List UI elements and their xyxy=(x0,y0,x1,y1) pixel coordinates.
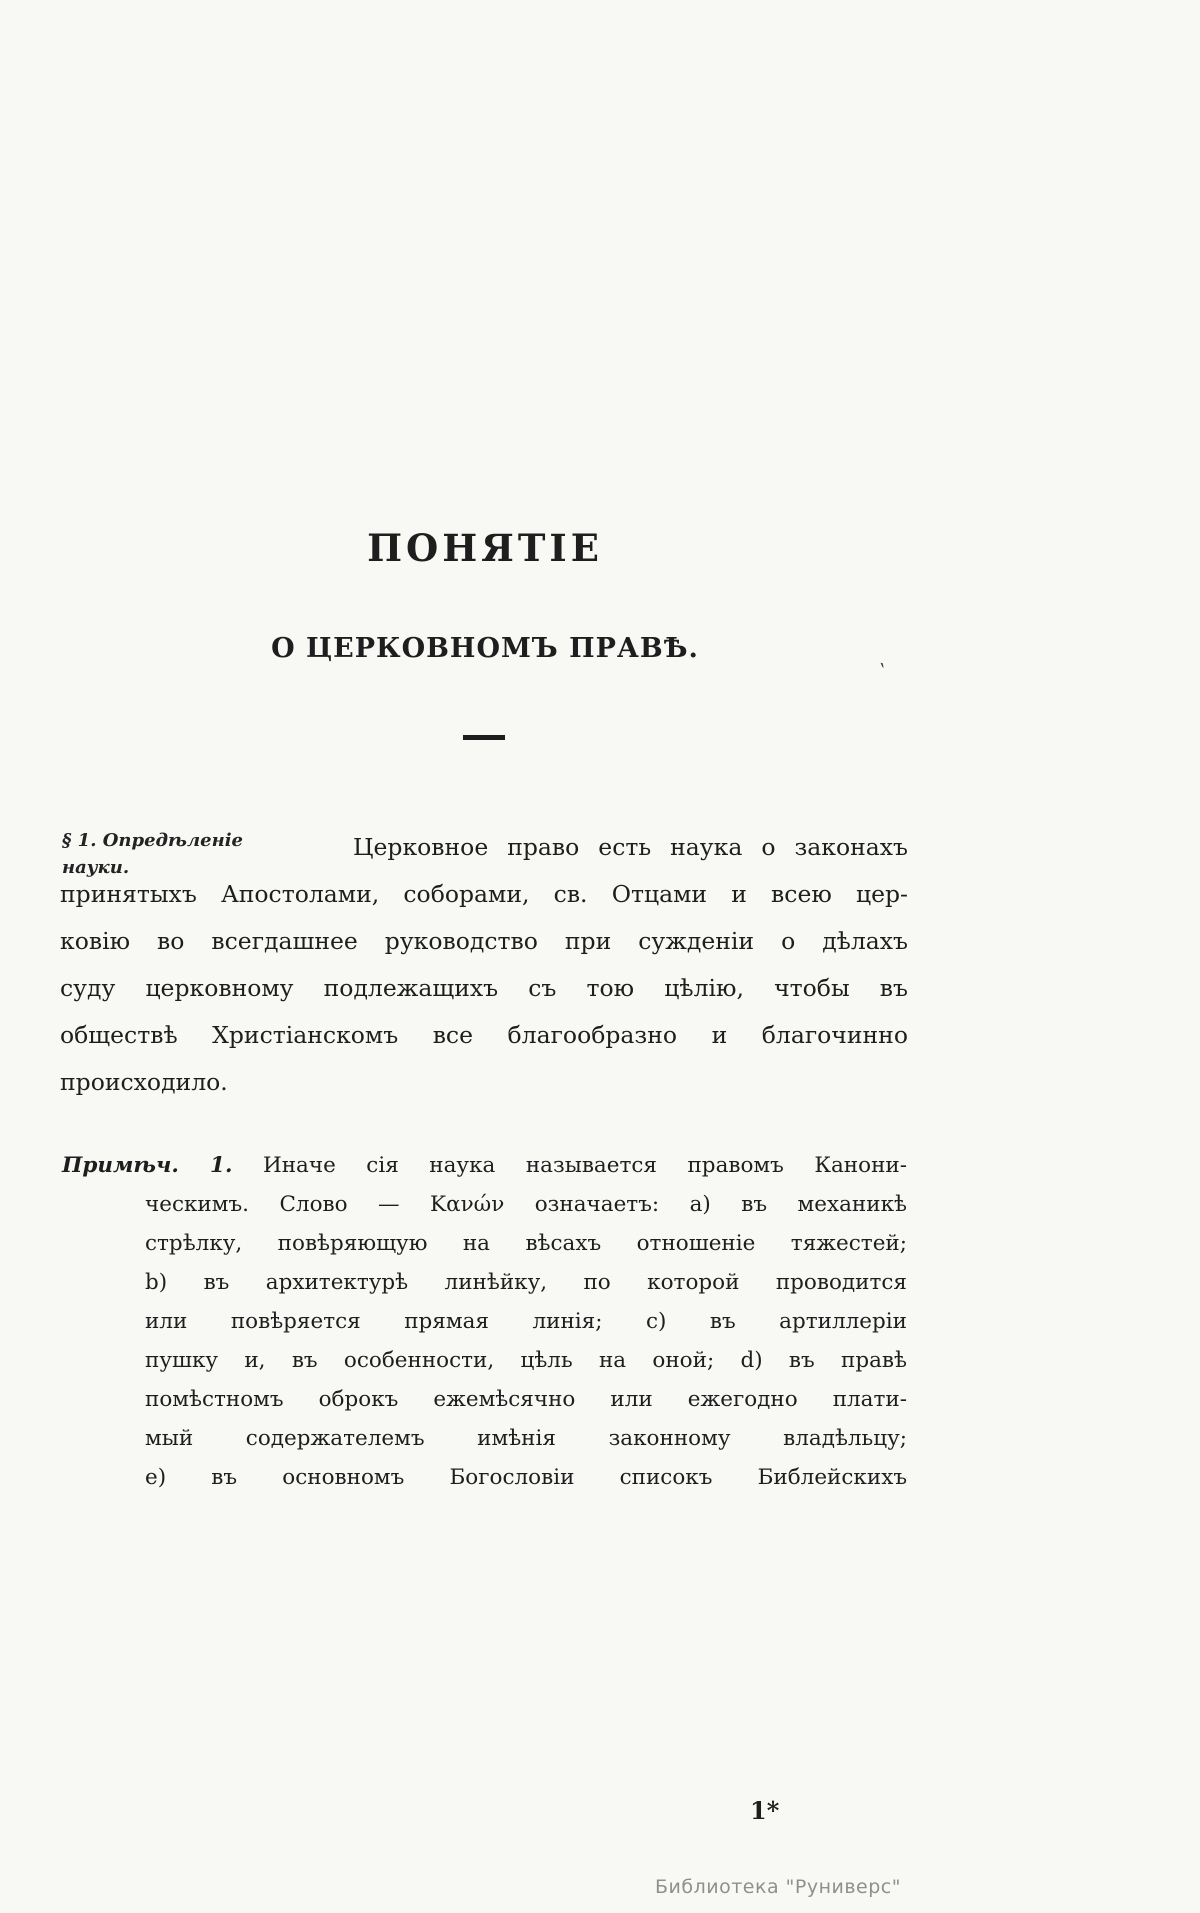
main-paragraph xyxy=(60,824,908,1106)
scan-artifact-mark: ‵ xyxy=(875,659,886,686)
page-signature: 1* xyxy=(750,1796,780,1825)
footnote-line: пушку и, въ особенности, цѣль на оной; d) въ правѣ xyxy=(145,1348,907,1373)
paragraph-line: принятыхъ Апостолами, соборами, св. Отцами и всею цер- xyxy=(60,880,908,908)
paragraph-line: Церковное право есть наука о законахъ xyxy=(353,833,908,861)
footnote-line: помѣстномъ оброкъ ежемѣсячно или ежегодно плати- xyxy=(145,1387,907,1412)
footnote-block xyxy=(62,1146,907,1497)
footnote-line: е) въ основномъ Богословіи списокъ Библейскихъ xyxy=(145,1465,907,1490)
page-subtitle: О ЦЕРКОВНОМЪ ПРАВѢ. xyxy=(271,633,699,664)
margin-note-line: науки. xyxy=(62,857,130,878)
footnote-text: Иначе сія наука называется правомъ Канони- xyxy=(262,1153,907,1178)
footnote-line: или повѣряется прямая линія; с) въ артиллеріи xyxy=(145,1309,907,1334)
footnote-line: ческимъ. Слово — Κανών означаетъ: а) въ механикѣ xyxy=(145,1192,907,1217)
paragraph-line: происходило. xyxy=(60,1068,228,1096)
footnote-line xyxy=(62,1146,907,1185)
footnote-line: стрѣлку, повѣряющую на вѣсахъ отношеніе тяжестей; xyxy=(145,1231,907,1256)
library-watermark: Библиотека "Руниверс" xyxy=(655,1876,901,1898)
footnote-label: Примѣч. 1. xyxy=(62,1153,233,1178)
paragraph-line: обществѣ Христіанскомъ все благообразно и благочинно xyxy=(60,1021,908,1049)
paragraph-line: суду церковному подлежащихъ съ тою цѣлію, чтобы въ xyxy=(60,974,908,1002)
margin-note-line: § 1. Опредѣленіе xyxy=(62,830,243,851)
section-divider xyxy=(463,735,505,740)
footnote-line: мый содержателемъ имѣнія законному владѣльцу; xyxy=(145,1426,907,1451)
page-title: ПОНЯТІЕ xyxy=(367,526,603,570)
paragraph-line: ковію во всегдашнее руководство при сужденіи о дѣлахъ xyxy=(60,927,908,955)
footnote-line: b) въ архитектурѣ линѣйку, по которой проводится xyxy=(145,1270,907,1295)
